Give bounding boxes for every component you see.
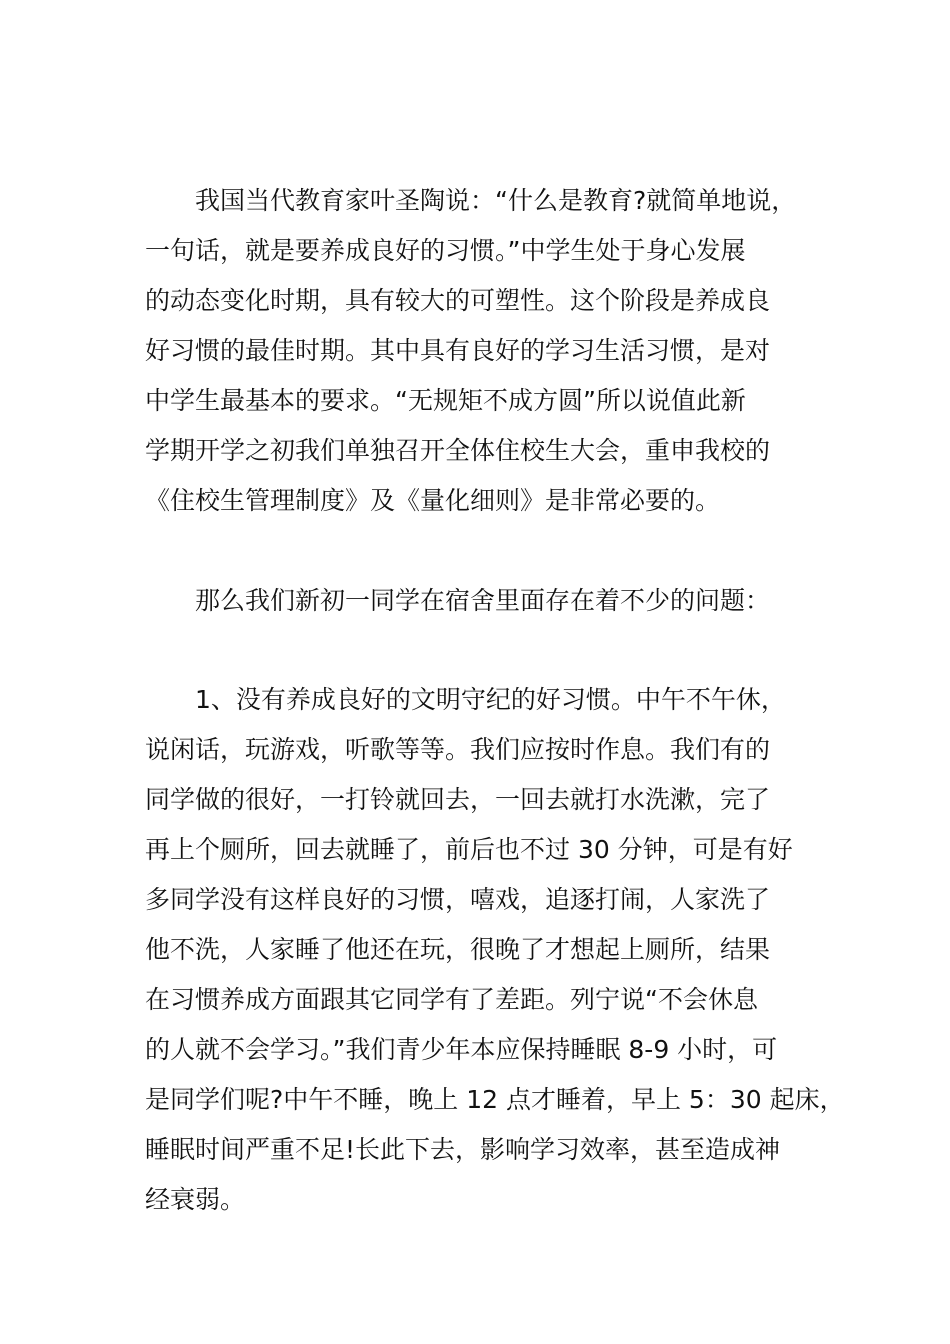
- text-line: 一句话，就是要养成良好的习惯。”中学生处于身心发展: [145, 236, 746, 265]
- text-line: 是同学们呢?中午不睡，晚上 12 点才睡着，早上 5：30 起床，: [145, 1085, 845, 1114]
- text-line: 多同学没有这样良好的习惯，嘻戏，追逐打闹，人家洗了: [145, 885, 771, 914]
- text-line: 1、没有养成良好的文明守纪的好习惯。中午不午休，: [195, 685, 786, 714]
- text-line: 同学做的很好，一打铃就回去，一回去就打水洗漱，完了: [145, 785, 771, 814]
- text-line: 说闲话，玩游戏，听歌等等。我们应按时作息。我们有的: [145, 735, 771, 764]
- text-line: 《住校生管理制度》及《量化细则》是非常必要的。: [145, 486, 721, 515]
- text-line: 的动态变化时期，具有较大的可塑性。这个阶段是养成良: [145, 286, 771, 315]
- text-line: 在习惯养成方面跟其它同学有了差距。列宁说“不会休息: [145, 985, 758, 1014]
- text-line: 经衰弱。: [145, 1185, 246, 1214]
- text-line: 好习惯的最佳时期。其中具有良好的学习生活习惯，是对: [145, 336, 771, 365]
- text-line: 再上个厕所，回去就睡了，前后也不过 30 分钟，可是有好: [145, 835, 793, 864]
- text-line: 那么我们新初一同学在宿舍里面存在着不少的问题：: [195, 586, 771, 615]
- text-line: 我国当代教育家叶圣陶说：“什么是教育?就简单地说，: [195, 186, 797, 215]
- text-line: 的人就不会学习。”我们青少年本应保持睡眠 8-9 小时，可: [145, 1035, 778, 1064]
- text-line: 中学生最基本的要求。“无规矩不成方圆”所以说值此新: [145, 386, 746, 415]
- text-line: 他不洗，人家睡了他还在玩，很晚了才想起上厕所，结果: [145, 935, 771, 964]
- text-line: 睡眠时间严重不足!长此下去，影响学习效率，甚至造成神: [145, 1135, 781, 1164]
- text-line: 学期开学之初我们单独召开全体住校生大会，重申我校的: [145, 436, 771, 465]
